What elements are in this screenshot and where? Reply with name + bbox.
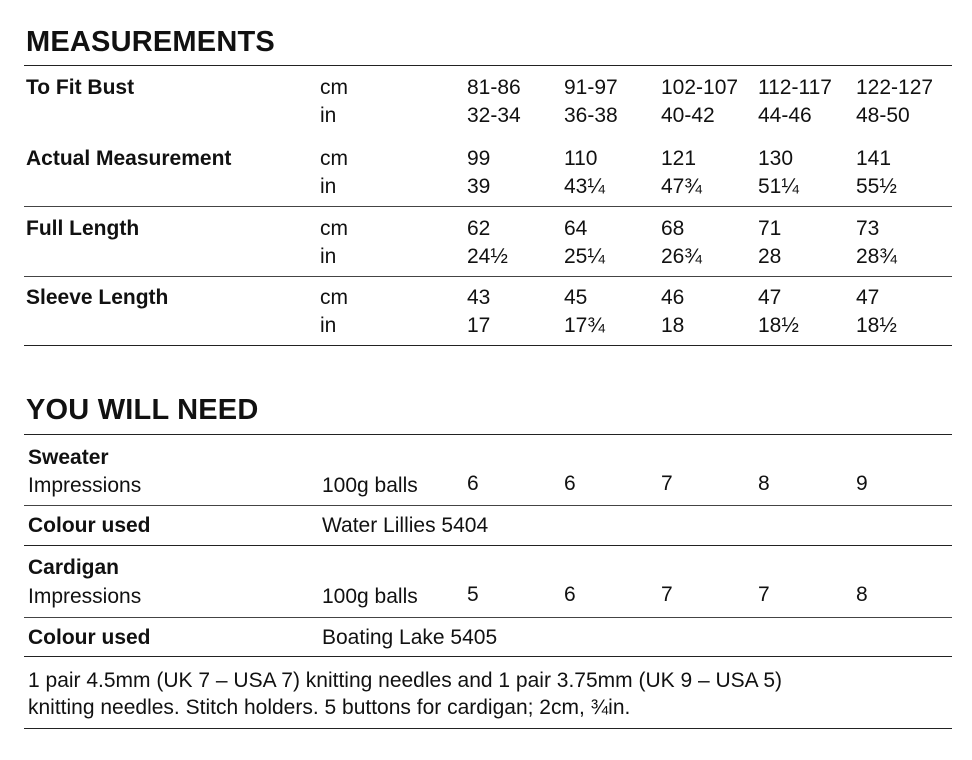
colour-value: Boating Lake 5405 <box>322 626 498 649</box>
value-cell: 18½ <box>758 314 799 337</box>
value-cell: 47¾ <box>661 175 702 198</box>
value-cell: 44-46 <box>758 104 812 127</box>
value-cell: 68 <box>661 217 685 240</box>
value-cell: 28¾ <box>856 245 897 268</box>
notes-line: 1 pair 4.5mm (UK 7 – USA 7) knitting needles and 1 pair 3.75mm (UK 9 – USA 5) <box>28 669 783 692</box>
ball-count: 7 <box>661 472 673 495</box>
row-divider <box>24 505 952 506</box>
ball-count: 6 <box>467 472 479 495</box>
value-cell: 26¾ <box>661 245 702 268</box>
unit-in: in <box>320 245 337 268</box>
value-cell: 47 <box>758 286 782 309</box>
row-label: To Fit Bust <box>26 76 135 99</box>
value-cell: 73 <box>856 217 880 240</box>
value-cell: 99 <box>467 147 491 170</box>
value-cell: 18 <box>661 314 685 337</box>
value-cell: 17 <box>467 314 491 337</box>
ball-count: 7 <box>661 583 673 606</box>
ball-count: 7 <box>758 583 770 606</box>
cardigan-heading: Cardigan <box>28 556 120 579</box>
value-cell: 71 <box>758 217 782 240</box>
yarn-name: Impressions <box>28 585 142 608</box>
value-cell: 43¼ <box>564 175 605 198</box>
measurements-title: MEASUREMENTS <box>26 26 275 58</box>
value-cell: 25¼ <box>564 245 605 268</box>
row-label: Sleeve Length <box>26 286 169 309</box>
value-cell: 47 <box>856 286 880 309</box>
colour-label: Colour used <box>28 626 151 649</box>
value-cell: 40-42 <box>661 104 715 127</box>
value-cell: 130 <box>758 147 794 170</box>
divider <box>24 728 952 729</box>
value-cell: 28 <box>758 245 782 268</box>
row-label: Actual Measurement <box>26 147 232 170</box>
value-cell: 81-86 <box>467 76 521 99</box>
unit-in: in <box>320 104 337 127</box>
divider <box>24 545 952 546</box>
row-divider <box>24 617 952 618</box>
notes-line: knitting needles. Stitch holders. 5 buttons for cardigan; 2cm, ¾in. <box>28 696 631 719</box>
value-cell: 122-127 <box>856 76 934 99</box>
value-cell: 91-97 <box>564 76 618 99</box>
value-cell: 141 <box>856 147 892 170</box>
value-cell: 32-34 <box>467 104 521 127</box>
value-cell: 55½ <box>856 175 897 198</box>
unit-in: in <box>320 175 337 198</box>
yarn-unit: 100g balls <box>322 474 418 497</box>
ball-count: 8 <box>856 583 868 606</box>
you-will-need-title: YOU WILL NEED <box>26 394 259 426</box>
value-cell: 36-38 <box>564 104 618 127</box>
value-cell: 48-50 <box>856 104 910 127</box>
value-cell: 62 <box>467 217 491 240</box>
row-divider <box>24 206 952 207</box>
value-cell: 39 <box>467 175 491 198</box>
row-divider <box>24 276 952 277</box>
divider <box>24 345 952 346</box>
yarn-unit: 100g balls <box>322 585 418 608</box>
sweater-heading: Sweater <box>28 446 109 469</box>
value-cell: 121 <box>661 147 697 170</box>
ball-count: 9 <box>856 472 868 495</box>
unit-cm: cm <box>320 217 348 240</box>
ball-count: 6 <box>564 583 576 606</box>
unit-cm: cm <box>320 286 348 309</box>
colour-label: Colour used <box>28 514 151 537</box>
value-cell: 45 <box>564 286 588 309</box>
value-cell: 24½ <box>467 245 508 268</box>
row-label: Full Length <box>26 217 140 240</box>
value-cell: 51¼ <box>758 175 799 198</box>
ball-count: 8 <box>758 472 770 495</box>
value-cell: 18½ <box>856 314 897 337</box>
value-cell: 110 <box>564 147 598 170</box>
ball-count: 5 <box>467 583 479 606</box>
divider <box>24 65 952 66</box>
divider <box>24 434 952 435</box>
unit-cm: cm <box>320 76 348 99</box>
ball-count: 6 <box>564 472 576 495</box>
divider <box>24 656 952 657</box>
unit-cm: cm <box>320 147 348 170</box>
value-cell: 46 <box>661 286 685 309</box>
value-cell: 102-107 <box>661 76 739 99</box>
value-cell: 17¾ <box>564 314 605 337</box>
value-cell: 43 <box>467 286 491 309</box>
colour-value: Water Lillies 5404 <box>322 514 489 537</box>
value-cell: 64 <box>564 217 588 240</box>
yarn-name: Impressions <box>28 474 142 497</box>
unit-in: in <box>320 314 337 337</box>
value-cell: 112-117 <box>758 76 832 99</box>
